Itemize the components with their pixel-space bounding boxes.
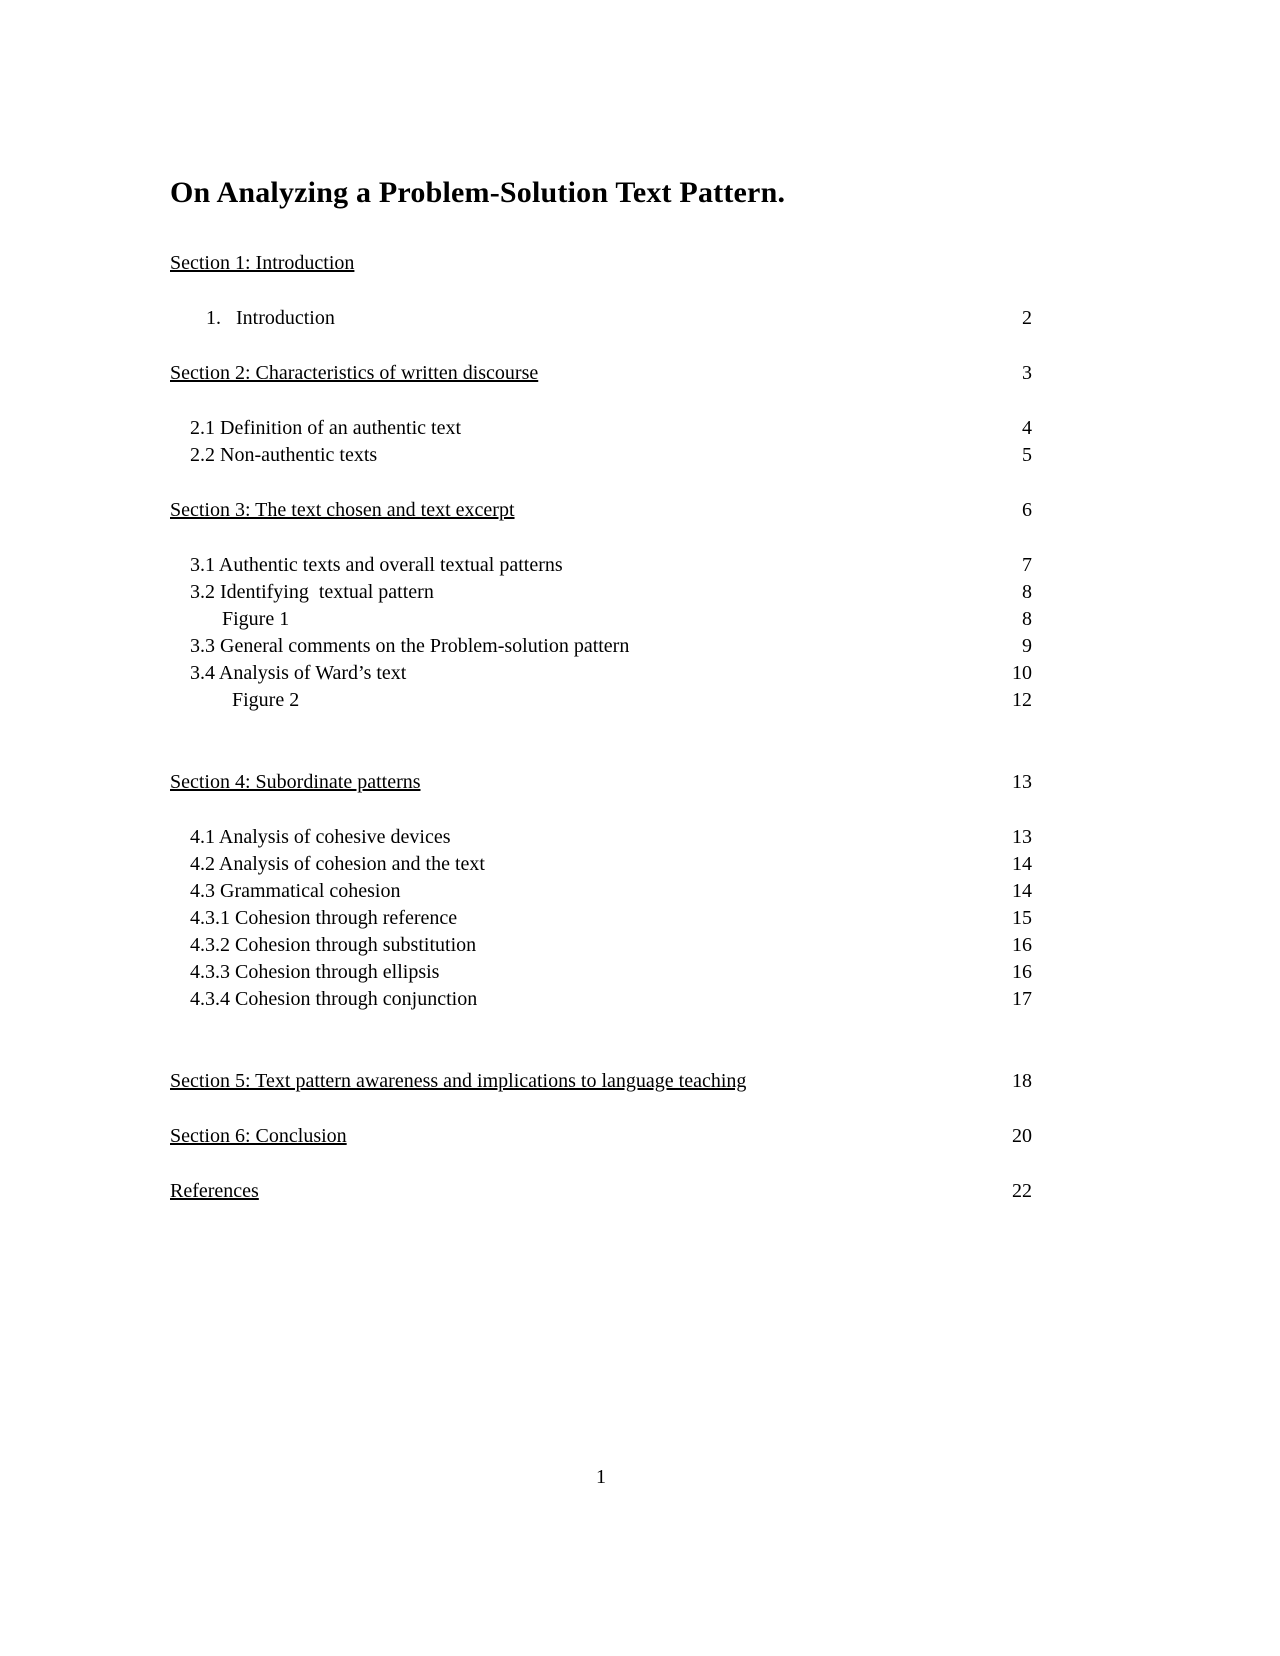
toc-entry-label: 4.2 Analysis of cohesion and the text xyxy=(190,853,485,875)
toc-row xyxy=(170,687,1032,714)
toc-entry-label: 4.3.3 Cohesion through ellipsis xyxy=(190,961,440,983)
toc-entry-label: 2.1 Definition of an authentic text xyxy=(190,417,462,439)
toc-entry-page: 9 xyxy=(1022,635,1032,657)
toc-row xyxy=(170,660,1032,687)
toc-row xyxy=(170,305,1032,332)
toc-row xyxy=(170,1123,1032,1150)
toc-entry-page: 15 xyxy=(1012,907,1032,929)
toc-entry-label: Section 3: The text chosen and text excerpt xyxy=(170,499,515,521)
toc-entry-page: 5 xyxy=(1022,444,1032,466)
toc-row xyxy=(170,769,1032,796)
toc-entry-label: 4.3.4 Cohesion through conjunction xyxy=(190,988,478,1010)
toc-entry-page: 16 xyxy=(1012,934,1032,956)
toc-entry-label: References xyxy=(170,1180,259,1202)
toc-row xyxy=(170,415,1032,442)
toc-entry-label: 4.1 Analysis of cohesive devices xyxy=(190,826,451,848)
toc-entry-label: 3.4 Analysis of Ward’s text xyxy=(190,662,407,684)
toc-list xyxy=(170,250,1032,1205)
toc-entry-label: 3.3 General comments on the Problem-solution pattern xyxy=(190,635,630,657)
toc-entry-page: 20 xyxy=(1012,1125,1032,1147)
toc-row xyxy=(170,1178,1032,1205)
toc-entry-page: 12 xyxy=(1012,689,1032,711)
toc-entry-label: 4.3.2 Cohesion through substitution xyxy=(190,934,477,956)
toc-entry-label: 2.2 Non-authentic texts xyxy=(190,444,378,466)
toc-row xyxy=(170,250,1032,277)
toc-entry-label: Figure 2 xyxy=(232,689,300,711)
toc-entry-label: 3.1 Authentic texts and overall textual patterns xyxy=(190,554,563,576)
toc-entry-page: 18 xyxy=(1012,1070,1032,1092)
toc-row xyxy=(170,878,1032,905)
footer-page-number: 1 xyxy=(596,1466,606,1488)
toc-row xyxy=(170,360,1032,387)
toc-entry-label: 4.3.1 Cohesion through reference xyxy=(190,907,458,929)
toc-row xyxy=(170,986,1032,1013)
toc-entry-page: 7 xyxy=(1022,554,1032,576)
toc-entry-page: 3 xyxy=(1022,362,1032,384)
toc-entry-page: 13 xyxy=(1012,826,1032,848)
toc-entry-page: 13 xyxy=(1012,771,1032,793)
toc-entry-page: 10 xyxy=(1012,662,1032,684)
toc-row xyxy=(170,497,1032,524)
toc-entry-label: Section 5: Text pattern awareness and implications to language teaching xyxy=(170,1070,747,1092)
toc-row xyxy=(170,552,1032,579)
toc-entry-label: Section 4: Subordinate patterns xyxy=(170,771,421,793)
toc-row xyxy=(170,905,1032,932)
toc-entry-page: 22 xyxy=(1012,1180,1032,1202)
toc-row xyxy=(170,851,1032,878)
toc-row xyxy=(170,606,1032,633)
toc-row xyxy=(170,442,1032,469)
toc-entry-label: 4.3 Grammatical cohesion xyxy=(190,880,401,902)
toc-entry-page: 16 xyxy=(1012,961,1032,983)
toc-entry-label: Section 2: Characteristics of written discourse xyxy=(170,362,539,384)
toc-entry-label: 1. Introduction xyxy=(206,307,335,329)
toc-entry-page: 4 xyxy=(1022,417,1032,439)
toc-row xyxy=(170,633,1032,660)
toc-entry-label: Section 6: Conclusion xyxy=(170,1125,347,1147)
toc-entry-page: 8 xyxy=(1022,581,1032,603)
toc-row xyxy=(170,959,1032,986)
toc-entry-page: 2 xyxy=(1022,307,1032,329)
toc-entry-page: 14 xyxy=(1012,853,1032,875)
toc-entry-page: 17 xyxy=(1012,988,1032,1010)
toc-entry-label: Section 1: Introduction xyxy=(170,252,355,274)
toc-entry-page: 14 xyxy=(1012,880,1032,902)
toc-row xyxy=(170,579,1032,606)
toc-entry-label: 3.2 Identifying textual pattern xyxy=(190,581,434,603)
document-title: On Analyzing a Problem-Solution Text Pattern. xyxy=(170,176,786,209)
toc-entry-label: Figure 1 xyxy=(222,608,290,630)
toc-content xyxy=(170,174,1032,1205)
toc-entry-page: 8 xyxy=(1022,608,1032,630)
toc-entry-page: 6 xyxy=(1022,499,1032,521)
toc-row xyxy=(170,932,1032,959)
toc-row xyxy=(170,824,1032,851)
toc-row xyxy=(170,1068,1032,1095)
